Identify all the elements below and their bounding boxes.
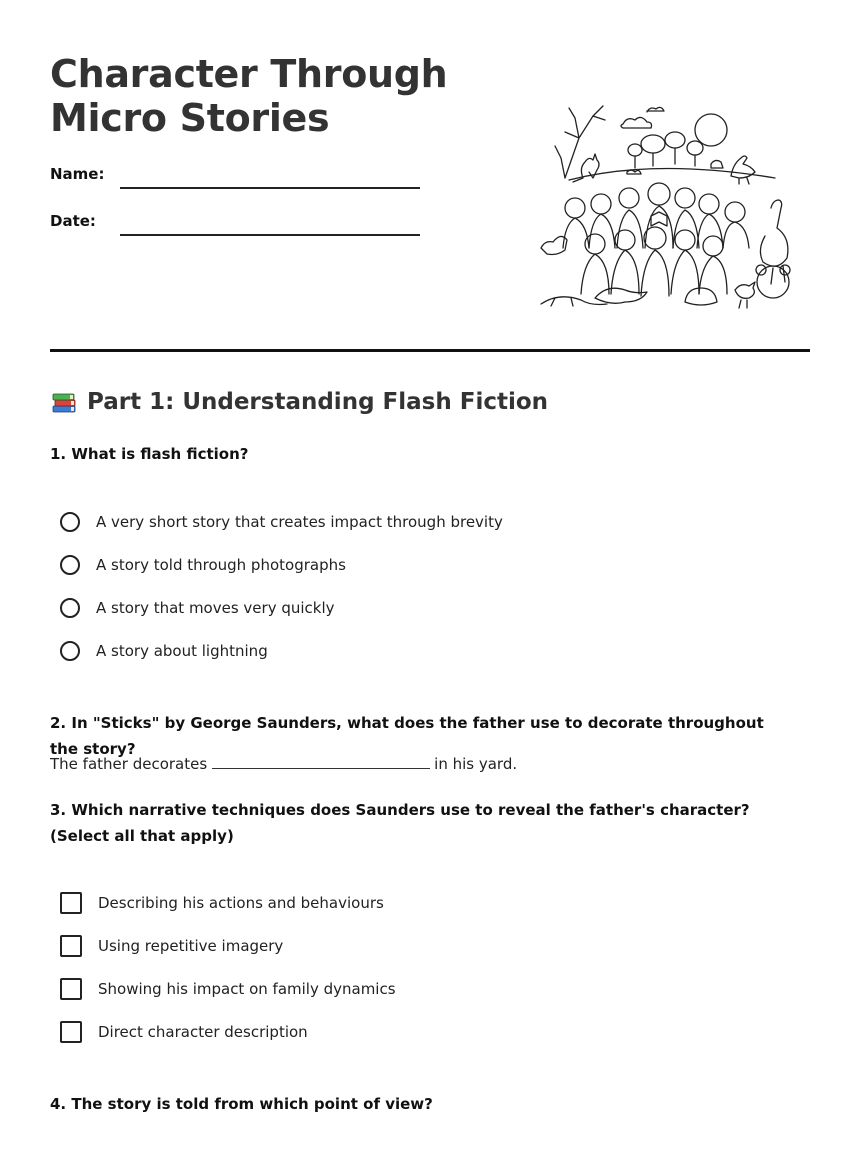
date-label: Date: (50, 212, 96, 230)
name-label: Name: (50, 165, 105, 183)
checkbox[interactable] (60, 892, 82, 914)
part1-heading (50, 388, 548, 416)
option-label: A story told through photographs (96, 556, 346, 574)
title-line-1: Character Through (50, 52, 448, 96)
question-4: 4. The story is told from which point of view? (50, 1095, 433, 1113)
option-label: A story about lightning (96, 642, 268, 660)
fill-after-text: in his yard. (434, 755, 518, 773)
header-divider (50, 349, 810, 352)
option-label: Showing his impact on family dynamics (98, 980, 396, 998)
worksheet-title (50, 52, 447, 140)
q2-fill-in-sentence (50, 754, 517, 773)
q1-option-1[interactable] (60, 509, 503, 535)
option-label: A story that moves very quickly (96, 599, 335, 617)
name-input-line[interactable] (120, 187, 420, 189)
radio-button[interactable] (60, 555, 80, 575)
fill-before-text: The father decorates (50, 755, 208, 773)
title-line-2: Micro Stories (50, 96, 330, 140)
storytelling-illustration (535, 98, 810, 318)
q3-option-1[interactable] (60, 890, 384, 916)
radio-button[interactable] (60, 598, 80, 618)
radio-button[interactable] (60, 512, 80, 532)
worksheet-header (50, 0, 810, 352)
question-1: 1. What is flash fiction? (50, 445, 249, 463)
option-label: Using repetitive imagery (98, 937, 284, 955)
option-label: Direct character description (98, 1023, 308, 1041)
q3-option-3[interactable] (60, 976, 396, 1002)
q3-option-2[interactable] (60, 933, 283, 959)
q3-option-4[interactable] (60, 1019, 308, 1045)
q2-answer-blank[interactable] (212, 754, 430, 769)
option-label: Describing his actions and behaviours (98, 894, 384, 912)
question-2: 2. In "Sticks" by George Saunders, what does the father use to decorate throughout the story? (50, 714, 764, 758)
option-label: A very short story that creates impact through brevity (96, 513, 503, 531)
q1-option-2[interactable] (60, 552, 346, 578)
part1-title: Part 1: Understanding Flash Fiction (87, 389, 549, 415)
radio-button[interactable] (60, 641, 80, 661)
q1-option-4[interactable] (60, 638, 268, 664)
q1-option-3[interactable] (60, 595, 335, 621)
books-icon (50, 388, 78, 416)
checkbox[interactable] (60, 935, 82, 957)
checkbox[interactable] (60, 978, 82, 1000)
name-field[interactable] (50, 165, 420, 189)
worksheet-page (50, 0, 810, 1113)
question-3: 3. Which narrative techniques does Saunders use to reveal the father's character? (Select all that apply) (50, 801, 750, 845)
checkbox[interactable] (60, 1021, 82, 1043)
date-input-line[interactable] (120, 234, 420, 236)
date-field[interactable] (50, 212, 420, 236)
